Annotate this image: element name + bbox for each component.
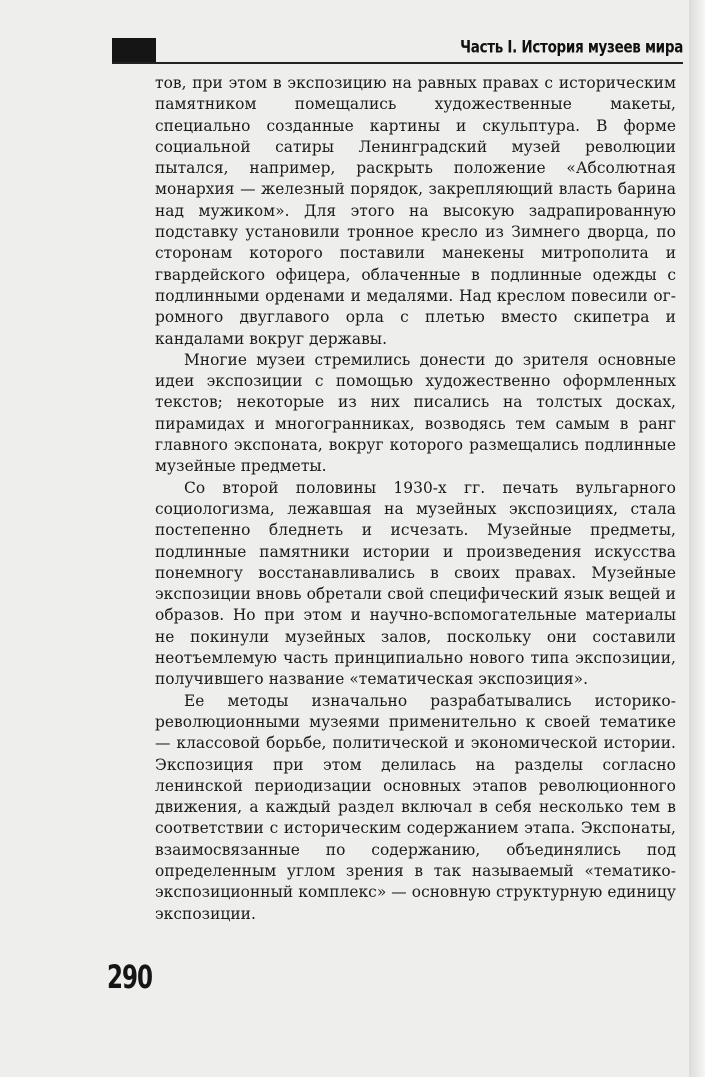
header-black-marker xyxy=(112,38,156,64)
paragraph-1: тов, при этом в экспозицию на равных правах с историческим памятником помещались художественные макеты, специально созданные картины и скульптура. В форме социальной сатиры Ленинградский музей революции пытался, например, раскрыть положение «Абсолютная монархия — железный порядок, закрепляющий власть барина над мужиком». Для этого на высокую задрапированную подставку установили тронное кресло из Зимнего дворца, по сторонам которого поставили манекены митрополита и гвардейского офицера, облаченные в подлинные одежды с подлинными орденами и медалями. Над креслом повесили огромного двуглавого орла с плетью вместо скипетра и кандалами вокруг державы. xyxy=(155,74,676,348)
body-text xyxy=(155,73,676,925)
page-edge-shadow xyxy=(689,0,705,1077)
header-rule xyxy=(112,62,683,64)
paragraph-4: Ее методы изначально разрабатывались историко-революционными музеями применительно к своей тематике — классовой борьбе, политической и экономической истории. Экспозиция при этом делилась на разделы согласно ленинской периодизации основных этапов революционного движения, а каждый раздел включал в себя несколько тем в соответствии с историческим содержанием этапа. Экспонаты, взаимосвязанные по содержанию, объединялись под определенным углом зрения в так называемый «тематико-экспозиционный комплекс» — основную структурную единицу экспозиции. xyxy=(155,691,676,923)
page-number: 290 xyxy=(107,960,153,997)
paragraph-2: Многие музеи стремились донести до зрителя основные идеи экспозиции с помощью художественно оформленных текстов; некоторые из них писались на толстых досках, пирамидах и многогранниках, возводясь тем самым в ранг главного экспоната, вокруг которого размещались подлинные музейные предметы. xyxy=(155,350,676,476)
paragraph-3: Со второй половины 1930-х гг. печать вульгарного социологизма, лежавшая на музейных экспозициях, стала постепенно бледнеть и исчезать. Музейные предметы, подлинные памятники истории и произведения искусства понемногу восстанавливались в своих правах. Музейные экспозиции вновь обретали свой специфический язык вещей и образов. Но при этом и научно-вспомогательные материалы не покинули музейных залов, поскольку они составили неотъемлемую часть принципиально нового типа экспозиции, получившего название «тематическая экспозиция». xyxy=(155,478,676,689)
running-head: Часть I. История музеев мира xyxy=(460,37,683,57)
